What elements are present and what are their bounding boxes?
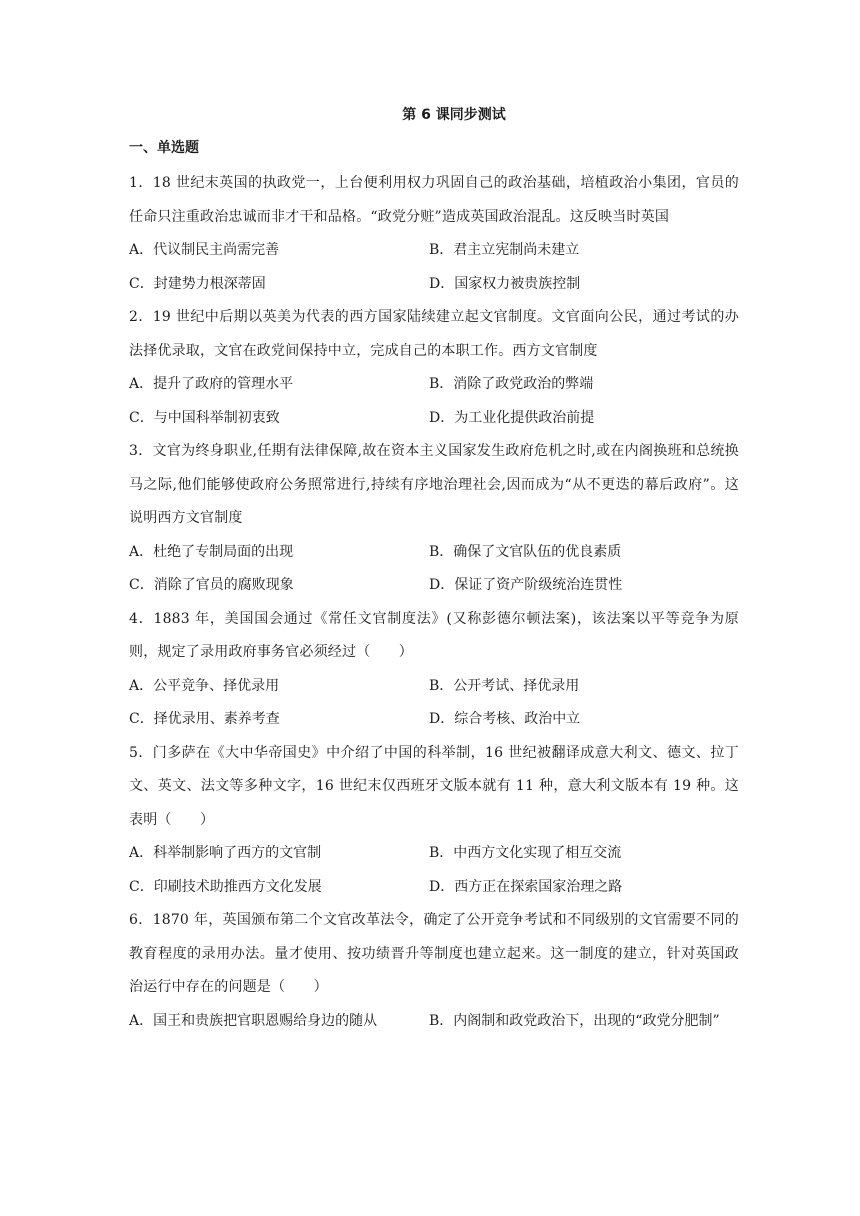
option-d: D．国家权力被贵族控制 (429, 275, 581, 292)
question-2 (129, 301, 739, 435)
option-d: D．保证了资产阶级统治连贯性 (429, 577, 623, 593)
option-c: C．与中国科举制初衷致 (129, 409, 280, 426)
option-d: D．西方正在探索国家治理之路 (429, 878, 623, 895)
option-a: A．杜绝了专制局面的出现 (129, 543, 294, 560)
question-stem: 4．1883 年，美国国会通过《常任文官制度法》(又称彭德尔顿法案)，该法案以平等竞争为原则，规定了录用政府事务官必须经过（ ） (129, 610, 739, 660)
question-1 (129, 167, 739, 301)
answer-options (129, 1005, 739, 1039)
option-d: D．综合考核、政治中立 (429, 711, 581, 727)
option-c: C．印刷技术助推西方文化发展 (129, 878, 322, 895)
question-3 (129, 435, 739, 603)
answer-options (129, 234, 739, 301)
option-a: A．公平竞争、择优录用 (129, 677, 280, 694)
option-b: B．中西方文化实现了相互交流 (429, 845, 622, 861)
answer-options (129, 670, 739, 737)
section-heading: 一、单选题 (129, 140, 199, 156)
document-title: 第 6 课同步测试 (402, 107, 506, 123)
question-stem: 6．1870 年，英国颁布第二个文官改革法令，确定了公开竞争考试和不同级别的文官需要不同的教育程度的录用办法。量才使用、按功绩晋升等制度也建立起来。这一制度的建立，针对英国政治运行中存在的问题是（ ） (129, 912, 739, 995)
answer-options (129, 837, 739, 904)
question-stem: 3．文官为终身职业,任期有法律保障,故在资本主义国家发生政府危机之时,或在内阁换班和总统换马之际,他们能够使政府公务照常进行,持续有序地治理社会,因而成为“从不更迭的幕后政府”。这说明西方文官制度 (129, 443, 739, 526)
question-4 (129, 603, 739, 737)
question-5 (129, 737, 739, 905)
option-b: B．确保了文官队伍的优良素质 (429, 543, 622, 560)
question-stem: 5．门多萨在《大中华帝国史》中介绍了中国的科举制，16 世纪被翻译成意大利文、德文、拉丁文、英文、法文等多种文字，16 世纪末仅西班牙文版本就有 11 种，意大利文版本有 19 种。这表明（ ） (129, 744, 739, 828)
option-c: C．封建势力根深蒂固 (129, 275, 266, 292)
option-a: A．代议制民主尚需完善 (129, 242, 280, 258)
option-b: B．君主立宪制尚未建立 (429, 242, 580, 258)
option-c: C．消除了官员的腐败现象 (129, 577, 294, 593)
option-c: C．择优录用、素养考查 (129, 711, 280, 727)
answer-options (129, 368, 739, 435)
option-a: A．提升了政府的管理水平 (129, 376, 294, 392)
answer-options (129, 536, 739, 603)
option-b: B．公开考试、择优录用 (429, 677, 580, 694)
option-b: B．内阁制和政党政治下，出现的“政党分肥制” (429, 1012, 720, 1029)
option-a: A．国王和贵族把官职恩赐给身边的随从 (129, 1012, 378, 1029)
document-page (129, 105, 739, 1038)
question-stem: 1．18 世纪末英国的执政党一，上台便利用权力巩固自己的政治基础，培植政治小集团，官员的任命只注重政治忠诚而非才干和品格。“政党分赃”造成英国政治混乱。这反映当时英国 (129, 175, 739, 225)
question-6 (129, 904, 739, 1038)
option-d: D．为工业化提供政治前提 (429, 409, 595, 426)
option-a: A．科举制影响了西方的文官制 (129, 845, 322, 861)
option-b: B．消除了政党政治的弊端 (429, 376, 594, 392)
question-stem: 2．19 世纪中后期以英美为代表的西方国家陆续建立起文官制度。文官面向公民，通过考试的办法择优录取，文官在政党间保持中立，完成自己的本职工作。西方文官制度 (129, 309, 739, 359)
